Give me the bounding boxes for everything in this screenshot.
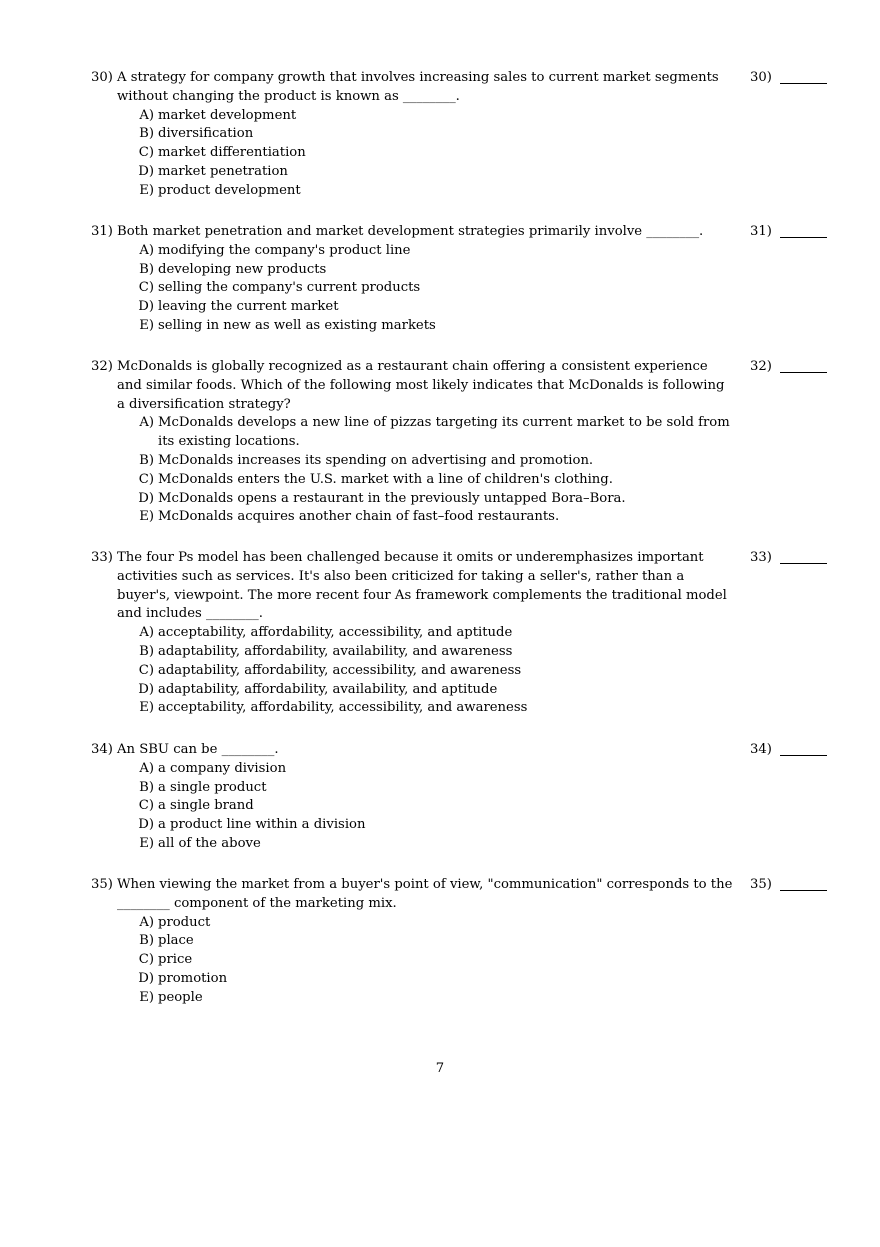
option-letter: D)	[138, 817, 154, 833]
question-number: 34)	[91, 742, 113, 757]
option-text: all of the above	[158, 835, 261, 851]
option-text: acceptability, affordability, accessibility, and aptitude	[158, 625, 513, 641]
option-letter: D)	[138, 681, 154, 697]
answer-options	[117, 414, 737, 527]
option-a	[117, 914, 737, 933]
option-letter: D)	[138, 163, 154, 179]
option-text: a single brand	[158, 798, 254, 814]
answer-number: 33)	[750, 550, 772, 565]
option-letter: B)	[139, 452, 154, 468]
option-text: adaptability, affordability, availability, and aptitude	[158, 681, 498, 697]
option-a	[117, 242, 737, 261]
option-text: price	[158, 952, 193, 968]
option-a	[117, 107, 737, 126]
option-c	[117, 279, 737, 298]
option-letter: A)	[139, 625, 154, 641]
option-b	[117, 932, 737, 951]
option-d	[117, 490, 737, 509]
option-e	[117, 989, 737, 1008]
option-b	[117, 452, 737, 471]
option-text: people	[158, 989, 203, 1005]
option-letter: A)	[139, 760, 154, 776]
option-letter: B)	[139, 779, 154, 795]
option-text: a product line within a division	[158, 817, 366, 833]
option-text: leaving the current market	[158, 299, 339, 315]
page-number: 7	[435, 1061, 445, 1076]
answer-options	[117, 624, 737, 718]
option-letter: A)	[139, 415, 154, 431]
option-e	[117, 699, 737, 718]
answer-options	[117, 242, 737, 336]
option-letter: B)	[139, 933, 154, 949]
option-d	[117, 163, 737, 182]
option-letter: E)	[139, 835, 154, 851]
option-letter: E)	[139, 509, 154, 525]
option-text: place	[158, 933, 194, 949]
answer-number: 35)	[750, 877, 772, 892]
question-number: 33)	[91, 550, 113, 565]
option-letter: C)	[138, 662, 154, 678]
option-text: McDonalds enters the U.S. market with a line of children's clothing.	[158, 471, 613, 487]
option-letter: E)	[139, 989, 154, 1005]
option-letter: B)	[139, 643, 154, 659]
option-e	[117, 508, 737, 527]
option-text: modifying the company's product line	[158, 242, 411, 258]
question-stem: McDonalds is globally recognized as a restaurant chain offering a consistent experience and similar foods. Which of the following most likely indicates that McDonalds is following a diversification strategy?	[117, 359, 725, 412]
option-letter: A)	[139, 242, 154, 258]
answer-blank	[780, 890, 827, 891]
option-a	[117, 414, 737, 452]
answer-number: 32)	[750, 359, 772, 374]
option-text: McDonalds develops a new line of pizzas targeting its current market to be sold from its existing locations.	[158, 415, 730, 450]
question-stem: The four Ps model has been challenged because it omits or underemphasizes important activities such as services. It's also been criticized for taking a seller's, rather than a buyer's, viewpoint. The more recent four As framework complements the traditional model and includes ________.	[117, 550, 727, 622]
answer-blank	[780, 563, 827, 564]
option-e	[117, 182, 737, 201]
option-text: product	[158, 914, 211, 930]
option-letter: B)	[139, 126, 154, 142]
answer-options	[117, 760, 737, 854]
question-stem: When viewing the market from a buyer's point of view, "communication" corresponds to the ________ component of the marketing mix.	[117, 877, 733, 911]
option-d	[117, 970, 737, 989]
answer-number: 30)	[750, 70, 772, 85]
option-b	[117, 125, 737, 144]
option-letter: E)	[139, 182, 154, 198]
option-text: McDonalds opens a restaurant in the previously untapped Bora–Bora.	[158, 490, 626, 506]
option-letter: C)	[138, 145, 154, 161]
option-a	[117, 624, 737, 643]
answer-blank	[780, 755, 827, 756]
option-letter: C)	[138, 798, 154, 814]
option-letter: A)	[139, 107, 154, 123]
option-b	[117, 779, 737, 798]
option-text: market differentiation	[158, 145, 306, 161]
option-text: a single product	[158, 779, 267, 795]
option-text: developing new products	[158, 261, 327, 277]
option-e	[117, 835, 737, 854]
option-c	[117, 144, 737, 163]
option-letter: D)	[138, 970, 154, 986]
answer-blank	[780, 83, 827, 84]
option-c	[117, 662, 737, 681]
question-number: 35)	[91, 877, 113, 892]
option-letter: C)	[138, 952, 154, 968]
option-b	[117, 261, 737, 280]
question-number: 30)	[91, 70, 113, 85]
option-c	[117, 471, 737, 490]
option-text: product development	[158, 182, 301, 198]
option-letter: E)	[139, 700, 154, 716]
option-text: market development	[158, 107, 297, 123]
option-a	[117, 760, 737, 779]
answer-blank	[780, 372, 827, 373]
option-text: selling the company's current products	[158, 280, 421, 296]
question-stem: A strategy for company growth that involves increasing sales to current market segments without changing the product is known as ________.	[117, 70, 719, 104]
option-letter: B)	[139, 261, 154, 277]
option-letter: C)	[138, 471, 154, 487]
option-e	[117, 317, 737, 336]
option-text: acceptability, affordability, accessibility, and awareness	[158, 700, 528, 716]
option-c	[117, 951, 737, 970]
answer-options	[117, 107, 737, 201]
answer-number: 34)	[750, 742, 772, 757]
question-stem: Both market penetration and market development strategies primarily involve ________.	[117, 224, 704, 239]
option-text: adaptability, affordability, accessibility, and awareness	[158, 662, 522, 678]
question-stem: An SBU can be ________.	[117, 742, 279, 757]
question-number: 31)	[91, 224, 113, 239]
option-text: market penetration	[158, 163, 288, 179]
answer-number: 31)	[750, 224, 772, 239]
option-d	[117, 816, 737, 835]
option-text: a company division	[158, 760, 287, 776]
option-d	[117, 681, 737, 700]
option-text: adaptability, affordability, availability, and awareness	[158, 643, 513, 659]
option-text: selling in new as well as existing markets	[158, 317, 436, 333]
option-letter: E)	[139, 317, 154, 333]
option-d	[117, 298, 737, 317]
option-letter: C)	[138, 280, 154, 296]
option-text: McDonalds acquires another chain of fast–food restaurants.	[158, 509, 560, 525]
option-text: diversification	[158, 126, 254, 142]
option-letter: D)	[138, 299, 154, 315]
option-letter: A)	[139, 914, 154, 930]
option-letter: D)	[138, 490, 154, 506]
option-c	[117, 797, 737, 816]
answer-options	[117, 914, 737, 1008]
answer-blank	[780, 237, 827, 238]
option-text: McDonalds increases its spending on advertising and promotion.	[158, 452, 594, 468]
option-text: promotion	[158, 970, 228, 986]
option-b	[117, 643, 737, 662]
question-number: 32)	[91, 359, 113, 374]
